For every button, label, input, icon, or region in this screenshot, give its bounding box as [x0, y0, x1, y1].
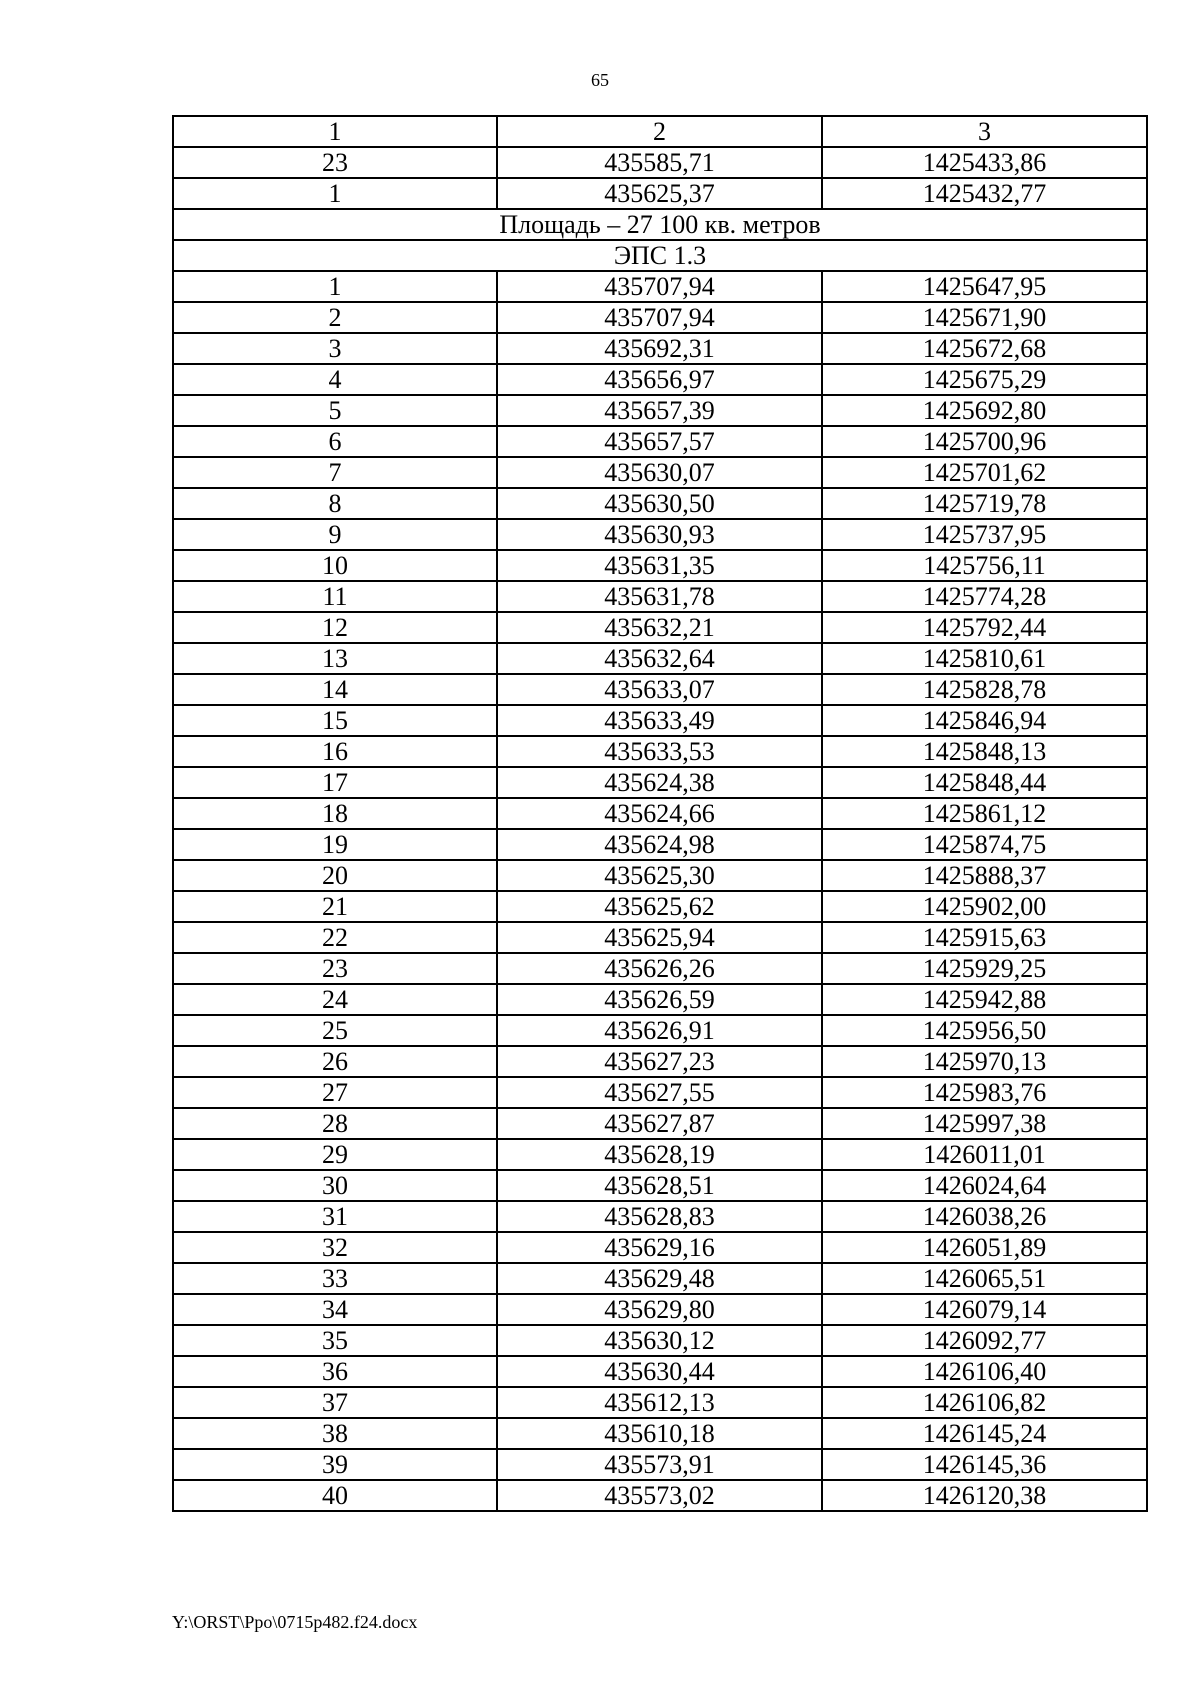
table-row [173, 488, 1147, 519]
cell-y-coordinate: 1425719,78 [822, 488, 1147, 519]
table-row [173, 1263, 1147, 1294]
cell-x-coordinate: 435633,53 [497, 736, 822, 767]
table-row [173, 1139, 1147, 1170]
cell-y-coordinate: 1425701,62 [822, 457, 1147, 488]
table-row [173, 891, 1147, 922]
cell-x-coordinate: 435627,87 [497, 1108, 822, 1139]
cell-point-number: 28 [173, 1108, 497, 1139]
table-row [173, 333, 1147, 364]
table-row [173, 1077, 1147, 1108]
cell-x-coordinate: 435629,80 [497, 1294, 822, 1325]
cell-y-coordinate: 1425810,61 [822, 643, 1147, 674]
cell-y-coordinate: 1425737,95 [822, 519, 1147, 550]
cell-y-coordinate: 1426106,40 [822, 1356, 1147, 1387]
cell-x-coordinate: 435633,49 [497, 705, 822, 736]
cell-y-coordinate: 1425432,77 [822, 178, 1147, 209]
cell-y-coordinate: 1426038,26 [822, 1201, 1147, 1232]
table-row [173, 1294, 1147, 1325]
cell-x-coordinate: 435585,71 [497, 147, 822, 178]
table-row [173, 798, 1147, 829]
table-row [173, 1325, 1147, 1356]
cell-y-coordinate: 1425671,90 [822, 302, 1147, 333]
cell-y-coordinate: 1426079,14 [822, 1294, 1147, 1325]
footer-file-path: Y:\ORST\Ppo\0715p482.f24.docx [172, 1612, 418, 1632]
cell-x-coordinate: 435632,21 [497, 612, 822, 643]
cell-y-coordinate: 1426106,82 [822, 1387, 1147, 1418]
cell-x-coordinate: 435626,59 [497, 984, 822, 1015]
cell-point-number: 35 [173, 1325, 497, 1356]
cell-x-coordinate: 435624,38 [497, 767, 822, 798]
cell-y-coordinate: 1425846,94 [822, 705, 1147, 736]
cell-point-number: 8 [173, 488, 497, 519]
cell-y-coordinate: 1426024,64 [822, 1170, 1147, 1201]
cell-point-number: 12 [173, 612, 497, 643]
cell-point-number: 24 [173, 984, 497, 1015]
cell-y-coordinate: 1425828,78 [822, 674, 1147, 705]
cell-y-coordinate: 1425792,44 [822, 612, 1147, 643]
cell-x-coordinate: 435625,62 [497, 891, 822, 922]
table-row [173, 364, 1147, 395]
table-row [173, 1108, 1147, 1139]
cell-y-coordinate: 1426120,38 [822, 1480, 1147, 1511]
cell-y-coordinate: 1425700,96 [822, 426, 1147, 457]
cell-y-coordinate: 1425970,13 [822, 1046, 1147, 1077]
header-cell-point: 1 [173, 116, 497, 147]
cell-x-coordinate: 435630,44 [497, 1356, 822, 1387]
cell-point-number: 33 [173, 1263, 497, 1294]
table-row [173, 1201, 1147, 1232]
table-row [173, 1046, 1147, 1077]
cell-y-coordinate: 1425997,38 [822, 1108, 1147, 1139]
table-row [173, 581, 1147, 612]
cell-point-number: 27 [173, 1077, 497, 1108]
table-row [173, 302, 1147, 333]
table-row [173, 271, 1147, 302]
cell-point-number: 19 [173, 829, 497, 860]
cell-point-number: 5 [173, 395, 497, 426]
cell-point-number: 16 [173, 736, 497, 767]
cell-x-coordinate: 435657,39 [497, 395, 822, 426]
cell-x-coordinate: 435626,91 [497, 1015, 822, 1046]
cell-x-coordinate: 435627,23 [497, 1046, 822, 1077]
cell-x-coordinate: 435628,83 [497, 1201, 822, 1232]
cell-x-coordinate: 435628,51 [497, 1170, 822, 1201]
cell-y-coordinate: 1425915,63 [822, 922, 1147, 953]
cell-point-number: 9 [173, 519, 497, 550]
cell-y-coordinate: 1425848,13 [822, 736, 1147, 767]
cell-point-number: 20 [173, 860, 497, 891]
cell-y-coordinate: 1425956,50 [822, 1015, 1147, 1046]
table-row [173, 147, 1147, 178]
table-row [173, 643, 1147, 674]
cell-x-coordinate: 435633,07 [497, 674, 822, 705]
table-row [173, 1356, 1147, 1387]
cell-y-coordinate: 1426092,77 [822, 1325, 1147, 1356]
cell-x-coordinate: 435631,78 [497, 581, 822, 612]
header-cell-x: 2 [497, 116, 822, 147]
cell-x-coordinate: 435626,26 [497, 953, 822, 984]
cell-y-coordinate: 1425675,29 [822, 364, 1147, 395]
cell-point-number: 15 [173, 705, 497, 736]
cell-point-number: 21 [173, 891, 497, 922]
cell-point-number: 32 [173, 1232, 497, 1263]
cell-x-coordinate: 435625,37 [497, 178, 822, 209]
cell-x-coordinate: 435630,93 [497, 519, 822, 550]
cell-y-coordinate: 1425672,68 [822, 333, 1147, 364]
cell-point-number: 34 [173, 1294, 497, 1325]
cell-y-coordinate: 1425861,12 [822, 798, 1147, 829]
cell-point-number: 36 [173, 1356, 497, 1387]
cell-point-number: 38 [173, 1418, 497, 1449]
cell-x-coordinate: 435707,94 [497, 271, 822, 302]
area-note: Площадь – 27 100 кв. метров [173, 209, 1147, 240]
table-row [173, 860, 1147, 891]
cell-x-coordinate: 435656,97 [497, 364, 822, 395]
cell-point-number: 11 [173, 581, 497, 612]
table-row [173, 1449, 1147, 1480]
section-title: ЭПС 1.3 [173, 240, 1147, 271]
coordinates-table [172, 115, 1148, 1512]
cell-y-coordinate: 1426145,24 [822, 1418, 1147, 1449]
cell-point-number: 13 [173, 643, 497, 674]
cell-point-number: 1 [173, 178, 497, 209]
table-row [173, 1480, 1147, 1511]
table-row [173, 1418, 1147, 1449]
table-row [173, 1387, 1147, 1418]
cell-y-coordinate: 1426145,36 [822, 1449, 1147, 1480]
cell-point-number: 3 [173, 333, 497, 364]
cell-point-number: 18 [173, 798, 497, 829]
table-row [173, 953, 1147, 984]
table-row [173, 767, 1147, 798]
cell-x-coordinate: 435630,50 [497, 488, 822, 519]
cell-x-coordinate: 435631,35 [497, 550, 822, 581]
cell-y-coordinate: 1425848,44 [822, 767, 1147, 798]
cell-y-coordinate: 1425756,11 [822, 550, 1147, 581]
cell-y-coordinate: 1425983,76 [822, 1077, 1147, 1108]
cell-point-number: 10 [173, 550, 497, 581]
cell-x-coordinate: 435610,18 [497, 1418, 822, 1449]
cell-x-coordinate: 435627,55 [497, 1077, 822, 1108]
section-title-row [173, 240, 1147, 271]
header-cell-y: 3 [822, 116, 1147, 147]
table-header-row [173, 116, 1147, 147]
cell-y-coordinate: 1425692,80 [822, 395, 1147, 426]
cell-point-number: 1 [173, 271, 497, 302]
cell-x-coordinate: 435692,31 [497, 333, 822, 364]
cell-point-number: 39 [173, 1449, 497, 1480]
cell-point-number: 23 [173, 953, 497, 984]
cell-point-number: 29 [173, 1139, 497, 1170]
cell-x-coordinate: 435573,02 [497, 1480, 822, 1511]
cell-point-number: 14 [173, 674, 497, 705]
cell-y-coordinate: 1425902,00 [822, 891, 1147, 922]
cell-x-coordinate: 435657,57 [497, 426, 822, 457]
cell-point-number: 37 [173, 1387, 497, 1418]
cell-x-coordinate: 435625,30 [497, 860, 822, 891]
table-row [173, 984, 1147, 1015]
table-row [173, 1015, 1147, 1046]
area-note-row [173, 209, 1147, 240]
table-row [173, 519, 1147, 550]
table-row [173, 457, 1147, 488]
cell-x-coordinate: 435629,48 [497, 1263, 822, 1294]
cell-y-coordinate: 1426011,01 [822, 1139, 1147, 1170]
cell-x-coordinate: 435707,94 [497, 302, 822, 333]
table-row [173, 1170, 1147, 1201]
cell-y-coordinate: 1425942,88 [822, 984, 1147, 1015]
cell-x-coordinate: 435630,12 [497, 1325, 822, 1356]
table-row [173, 829, 1147, 860]
table-row [173, 1232, 1147, 1263]
cell-point-number: 30 [173, 1170, 497, 1201]
cell-x-coordinate: 435624,98 [497, 829, 822, 860]
cell-point-number: 7 [173, 457, 497, 488]
cell-point-number: 40 [173, 1480, 497, 1511]
cell-point-number: 22 [173, 922, 497, 953]
cell-x-coordinate: 435612,13 [497, 1387, 822, 1418]
cell-x-coordinate: 435624,66 [497, 798, 822, 829]
cell-x-coordinate: 435632,64 [497, 643, 822, 674]
cell-x-coordinate: 435628,19 [497, 1139, 822, 1170]
cell-point-number: 6 [173, 426, 497, 457]
cell-point-number: 31 [173, 1201, 497, 1232]
cell-y-coordinate: 1425647,95 [822, 271, 1147, 302]
cell-x-coordinate: 435629,16 [497, 1232, 822, 1263]
cell-y-coordinate: 1425774,28 [822, 581, 1147, 612]
cell-y-coordinate: 1426065,51 [822, 1263, 1147, 1294]
cell-y-coordinate: 1425888,37 [822, 860, 1147, 891]
cell-x-coordinate: 435625,94 [497, 922, 822, 953]
cell-point-number: 2 [173, 302, 497, 333]
cell-point-number: 17 [173, 767, 497, 798]
cell-point-number: 4 [173, 364, 497, 395]
table-row [173, 395, 1147, 426]
cell-y-coordinate: 1425874,75 [822, 829, 1147, 860]
page-number: 65 [591, 70, 609, 90]
cell-point-number: 26 [173, 1046, 497, 1077]
cell-y-coordinate: 1425433,86 [822, 147, 1147, 178]
cell-point-number: 25 [173, 1015, 497, 1046]
table-row [173, 674, 1147, 705]
table-row [173, 550, 1147, 581]
table-row [173, 612, 1147, 643]
cell-y-coordinate: 1426051,89 [822, 1232, 1147, 1263]
table-row [173, 178, 1147, 209]
table-row [173, 426, 1147, 457]
cell-point-number: 23 [173, 147, 497, 178]
table-row [173, 736, 1147, 767]
cell-x-coordinate: 435573,91 [497, 1449, 822, 1480]
coordinates-table-body [173, 116, 1147, 1511]
table-row [173, 922, 1147, 953]
table-row [173, 705, 1147, 736]
cell-x-coordinate: 435630,07 [497, 457, 822, 488]
cell-y-coordinate: 1425929,25 [822, 953, 1147, 984]
